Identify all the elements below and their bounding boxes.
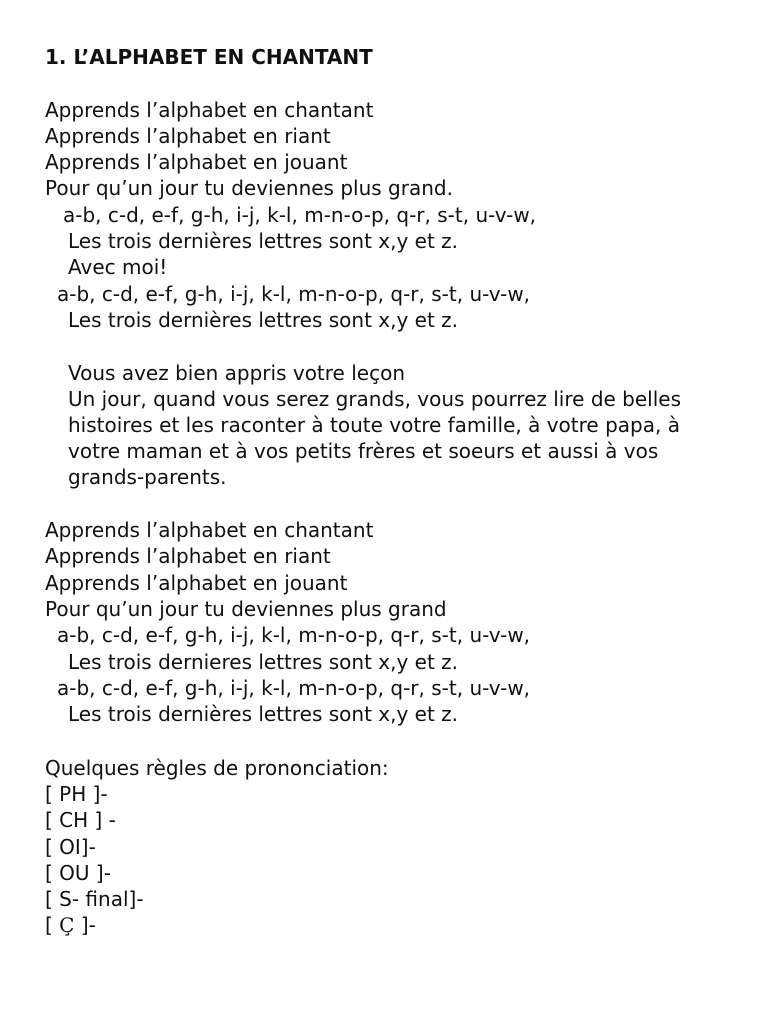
verse1-line: Apprends l’alphabet en jouant	[45, 150, 348, 174]
verse1-line: Apprends l’alphabet en riant	[45, 124, 331, 148]
chorus2-line: Les trois dernieres lettres sont x,y et z.	[68, 650, 459, 674]
rules-heading: Quelques règles de prononciation:	[45, 756, 389, 780]
rule-item: [ CH ] -	[45, 808, 116, 832]
chorus2-line: a-b, c-d, e-f, g-h, i-j, k-l, m-n-o-p, q-r, s-t, u-v-w,	[57, 676, 531, 700]
chorus1-line: Avec moi!	[68, 255, 168, 279]
rule-item: [ S- final]-	[45, 887, 144, 911]
chorus1-line: Les trois dernières lettres sont x,y et z.	[68, 308, 459, 332]
rule-item: [ OI]-	[45, 835, 96, 859]
rule-item: [ OU ]-	[45, 861, 111, 885]
verse2-line: Apprends l’alphabet en riant	[45, 544, 331, 568]
rule-item-close: ]-	[74, 913, 96, 937]
chorus1-line: Les trois dernières lettres sont x,y et z.	[68, 229, 459, 253]
chorus2-line: Les trois dernières lettres sont x,y et z.	[68, 702, 459, 726]
rule-item-open: [	[45, 913, 60, 937]
rule-item: [ PH ]-	[45, 782, 108, 806]
rule-item	[45, 912, 96, 938]
verse2-line: Apprends l’alphabet en chantant	[45, 518, 374, 542]
title-number: 1	[45, 45, 59, 69]
lesson-line: Vous avez bien appris votre leçon	[68, 361, 405, 385]
chorus1-line: a-b, c-d, e-f, g-h, i-j, k-l, m-n-o-p, q-r, s-t, u-v-w,	[57, 282, 531, 306]
title-text: . L’ALPHABET EN CHANTANT	[58, 45, 373, 69]
song-title	[45, 44, 373, 70]
cedilla-letter: Ç	[59, 913, 75, 937]
verse2-line: Pour qu’un jour tu deviennes plus grand	[45, 597, 447, 621]
chorus2-line: a-b, c-d, e-f, g-h, i-j, k-l, m-n-o-p, q-r, s-t, u-v-w,	[57, 623, 531, 647]
verse2-line: Apprends l’alphabet en jouant	[45, 571, 348, 595]
verse1-line: Pour qu’un jour tu deviennes plus grand.	[45, 176, 453, 200]
verse1-line: Apprends l’alphabet en chantant	[45, 98, 374, 122]
chorus1-line: a-b, c-d, e-f, g-h, i-j, k-l, m-n-o-p, q-r, s-t, u-v-w,	[63, 203, 537, 227]
lesson-paragraph: Un jour, quand vous serez grands, vous pourrez lire de belles histoires et les raconter à toute votre famille, à votre papa, à votre maman et à vos petits frères et soeurs et aussi à vos grands-parents.	[68, 387, 682, 489]
